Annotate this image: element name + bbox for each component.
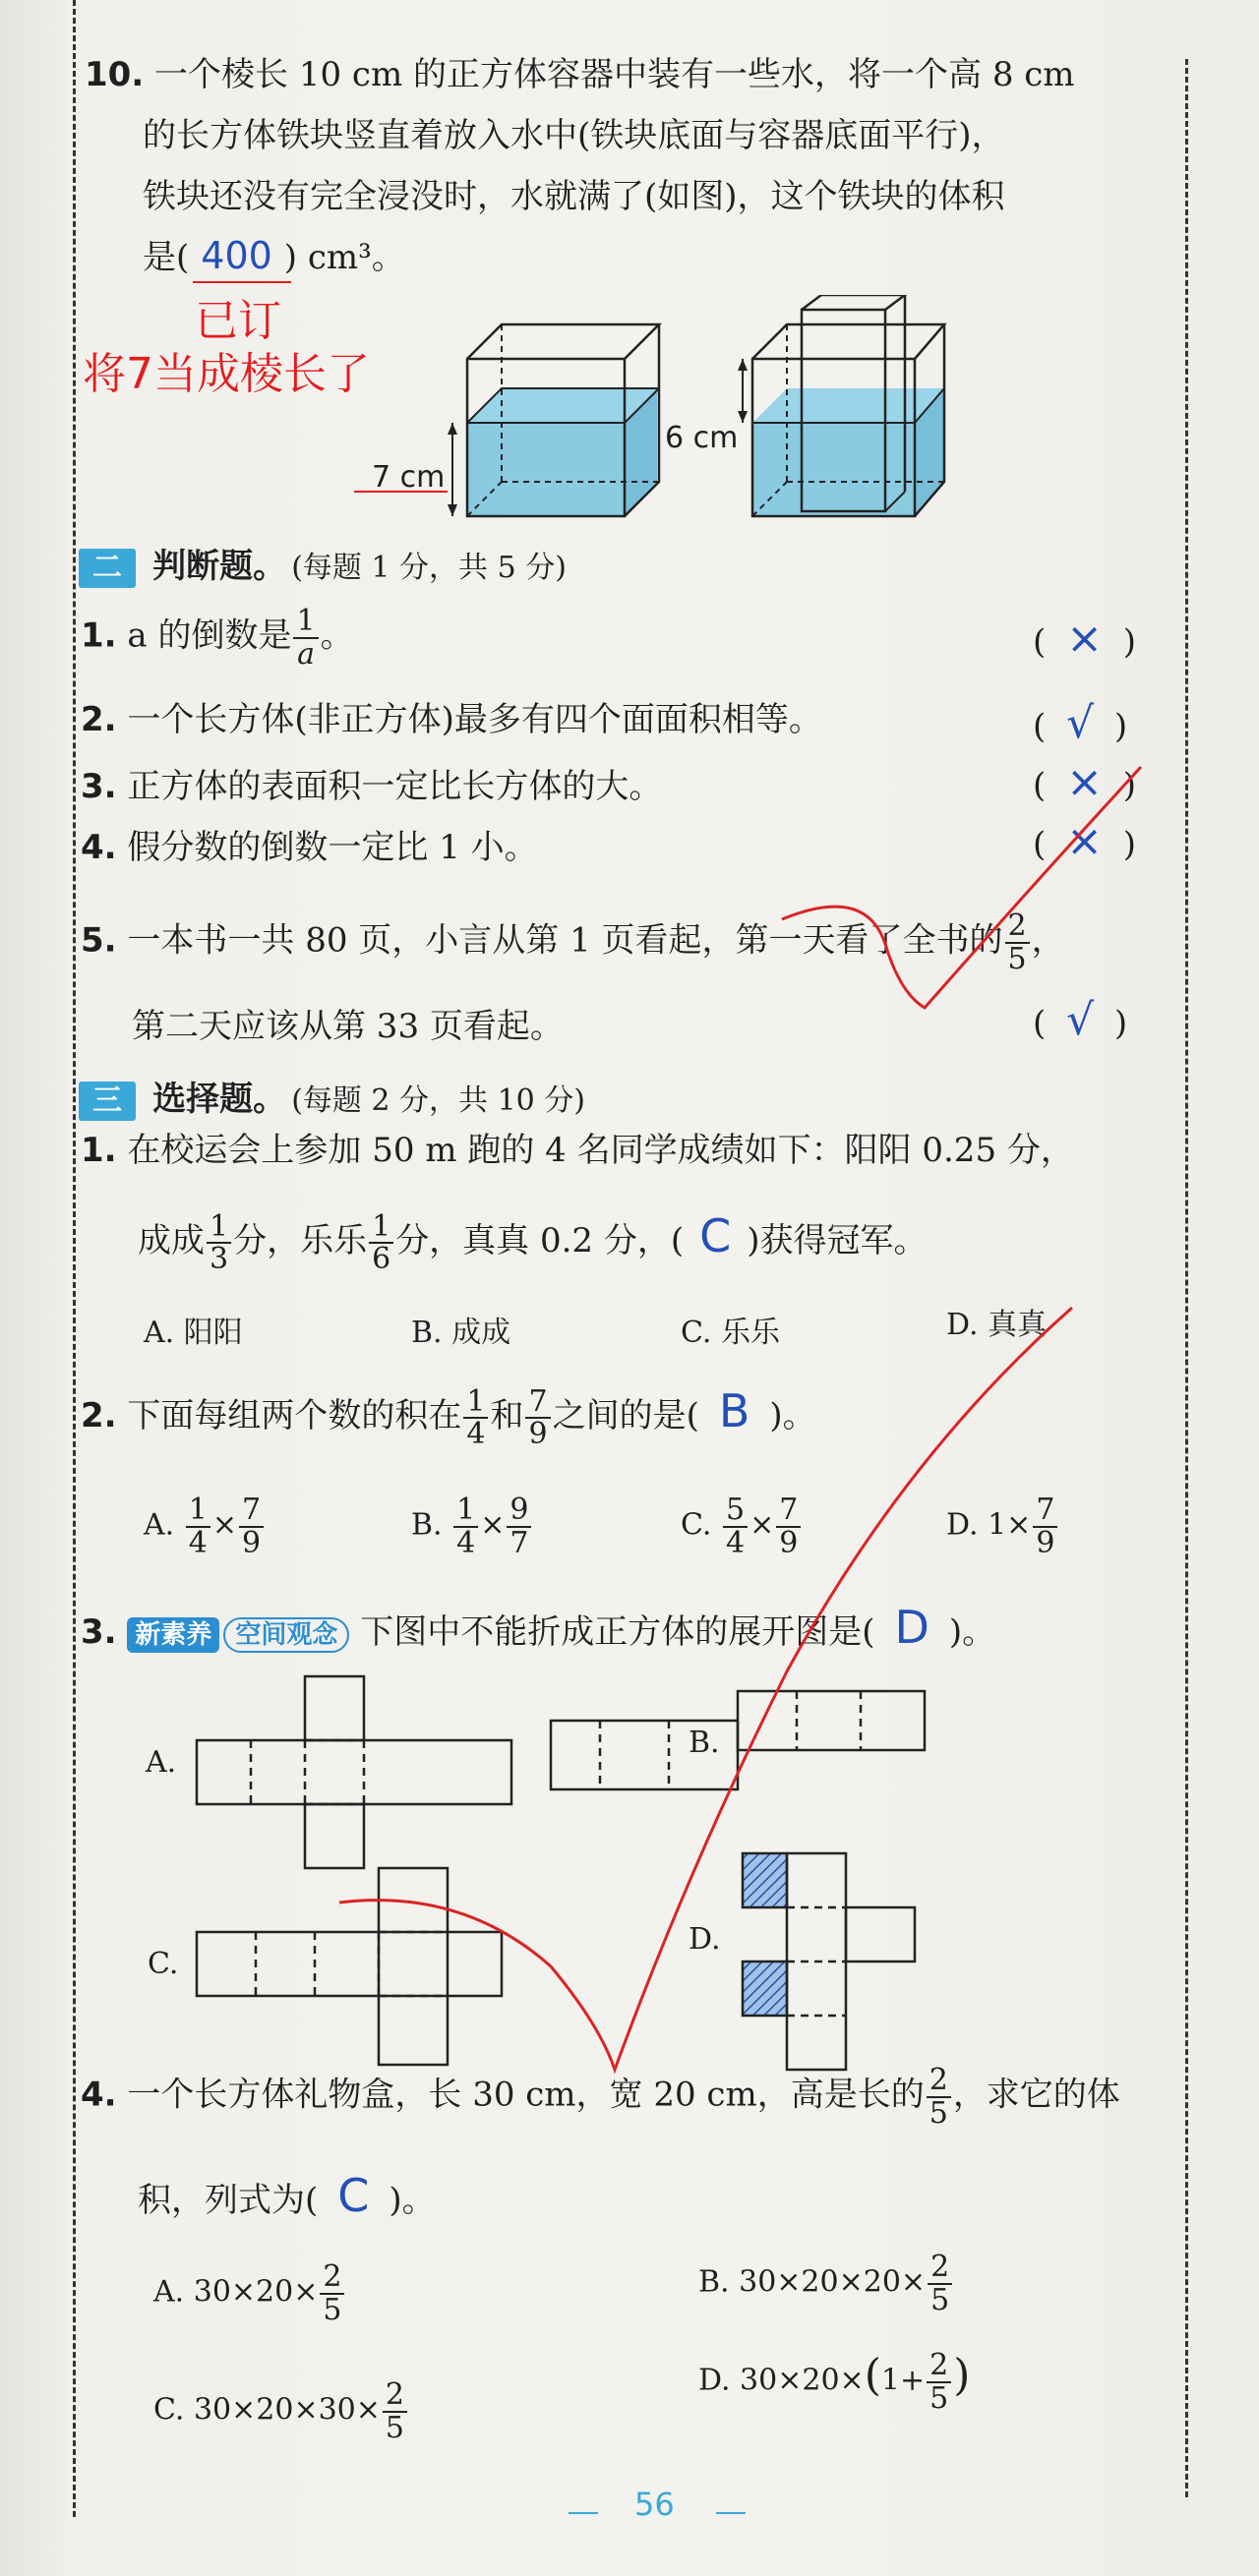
tag-spatial: 空间观念 (223, 1617, 349, 1653)
judge-item-2: 2. 一个长方体(非正方体)最多有四个面面积相等。 (81, 700, 822, 739)
choice-q1-option-a: A. 阳阳 (144, 1316, 243, 1350)
judge-answer-3: ( × ) (1033, 757, 1137, 807)
net-label-b: B. (689, 1726, 720, 1760)
choice-q4-option-d: D. 30×20×(1+ $\frac{2}{5}$ ) (698, 2348, 971, 2416)
net-label-d: D. (689, 1922, 721, 1957)
page-number: 56 (634, 2486, 675, 2523)
choice-q4-option-c: C. 30×20×30× $\frac{2}{5}$ (153, 2379, 409, 2443)
choice-q2-option-a: A. $\frac{1}{4}$ × $\frac{7}{9}$ (144, 1494, 266, 1558)
section2-badge: 二 (79, 549, 136, 588)
choice-q3-answer: D (894, 1601, 929, 1654)
fig-label-7cm: 7 cm (372, 460, 446, 495)
fig-label-6cm: 6 cm (665, 421, 739, 455)
choice-q2-option-c: C. $\frac{5}{4}$ × $\frac{7}{9}$ (681, 1494, 803, 1558)
judge-answer-4: ( × ) (1033, 816, 1137, 866)
choice-q4-line2: 积，列式为( C )。 (138, 2169, 436, 2222)
judge-item-1: 1. a 的倒数是 $\frac{1}{a}$ 。 (81, 604, 354, 672)
choice-q1-answer: C (699, 1209, 732, 1262)
q10-line1: 10. 一个棱长 10 cm 的正方体容器中装有一些水，将一个高 8 cm (85, 55, 1075, 94)
choice-q2-option-d: D. 1× $\frac{7}{9}$ (946, 1494, 1059, 1558)
choice-q4-answer: C (337, 2169, 370, 2222)
net-label-a: A. (146, 1745, 177, 1780)
q10-line2: 的长方体铁块竖直着放入水中(铁块底面与容器底面平行)， (143, 116, 1005, 155)
choice-q1-line1: 1. 在校运会上参加 50 m 跑的 4 名同学成绩如下：阳阳 0.25 分， (81, 1131, 1074, 1170)
footer-rule-right (716, 2512, 746, 2514)
q10-line3: 铁块还没有完全浸没时，水就满了(如图)，这个铁块的体积 (143, 177, 1005, 216)
correction-note: 将7当成棱长了 (83, 349, 370, 399)
judge-item-4: 4. 假分数的倒数一定比 1 小。 (81, 828, 538, 867)
q10-line4: 是( 400 ) cm³。 (143, 234, 405, 277)
choice-q4-line1: 4. 一个长方体礼物盒，长 30 cm，宽 20 cm，高是长的 $\frac{2}{5}$ ，求它的体 (81, 2063, 1120, 2131)
choice-q2-option-b: B. $\frac{1}{4}$ × $\frac{9}{7}$ (411, 1494, 533, 1558)
choice-q1-option-c: C. 乐乐 (681, 1316, 780, 1350)
tag-new-literacy: 新素养 (127, 1617, 219, 1653)
choice-q4-option-b: B. 30×20×20× $\frac{2}{5}$ (698, 2252, 954, 2315)
footer-rule-left (569, 2512, 598, 2514)
choice-q2-line: 2. 下面每组两个数的积在 $\frac{1}{4}$ 和 $\frac{7}{9}$ 之间的是( B )。 (81, 1383, 816, 1451)
choice-q3-line: 3. 新素养 空间观念 下图中不能折成正方体的展开图是( D )。 (81, 1601, 996, 1654)
judge-item-5-line2: 第二天应该从第 33 页看起。 (132, 1007, 564, 1046)
net-label-c: C. (148, 1947, 179, 1981)
choice-q1-option-d: D. 真真 (946, 1308, 1048, 1342)
q10-number: 10. (85, 55, 145, 94)
judge-answer-5: ( √ ) (1033, 995, 1128, 1045)
judge-item-3: 3. 正方体的表面积一定比长方体的大。 (81, 767, 663, 806)
judge-answer-1: ( × ) (1033, 614, 1137, 664)
judge-item-5: 5. 一本书一共 80 页，小言从第 1 页看起，第一天看了全书的 $\frac{2}{5}$ ， (81, 908, 1065, 976)
choice-q1-line2: 成成 $\frac{1}{3}$ 分，乐乐 $\frac{1}{6}$ 分，真真 0.2 分，( C )获得冠军。 (138, 1208, 928, 1276)
correction-mark: 已订 (195, 296, 281, 346)
section3-header: 三 选择题。 (每题 2 分，共 10 分) (79, 1072, 585, 1121)
choice-q4-option-a: A. 30×20× $\frac{2}{5}$ (153, 2261, 346, 2325)
choice-q2-answer: B (718, 1384, 750, 1437)
q10-answer: 400 (201, 234, 272, 277)
section3-badge: 三 (79, 1082, 136, 1121)
section2-header: 二 判断题。 (每题 1 分，共 5 分) (79, 539, 567, 588)
judge-answer-2: ( √ ) (1033, 698, 1128, 748)
choice-q1-option-b: B. 成成 (411, 1316, 511, 1350)
